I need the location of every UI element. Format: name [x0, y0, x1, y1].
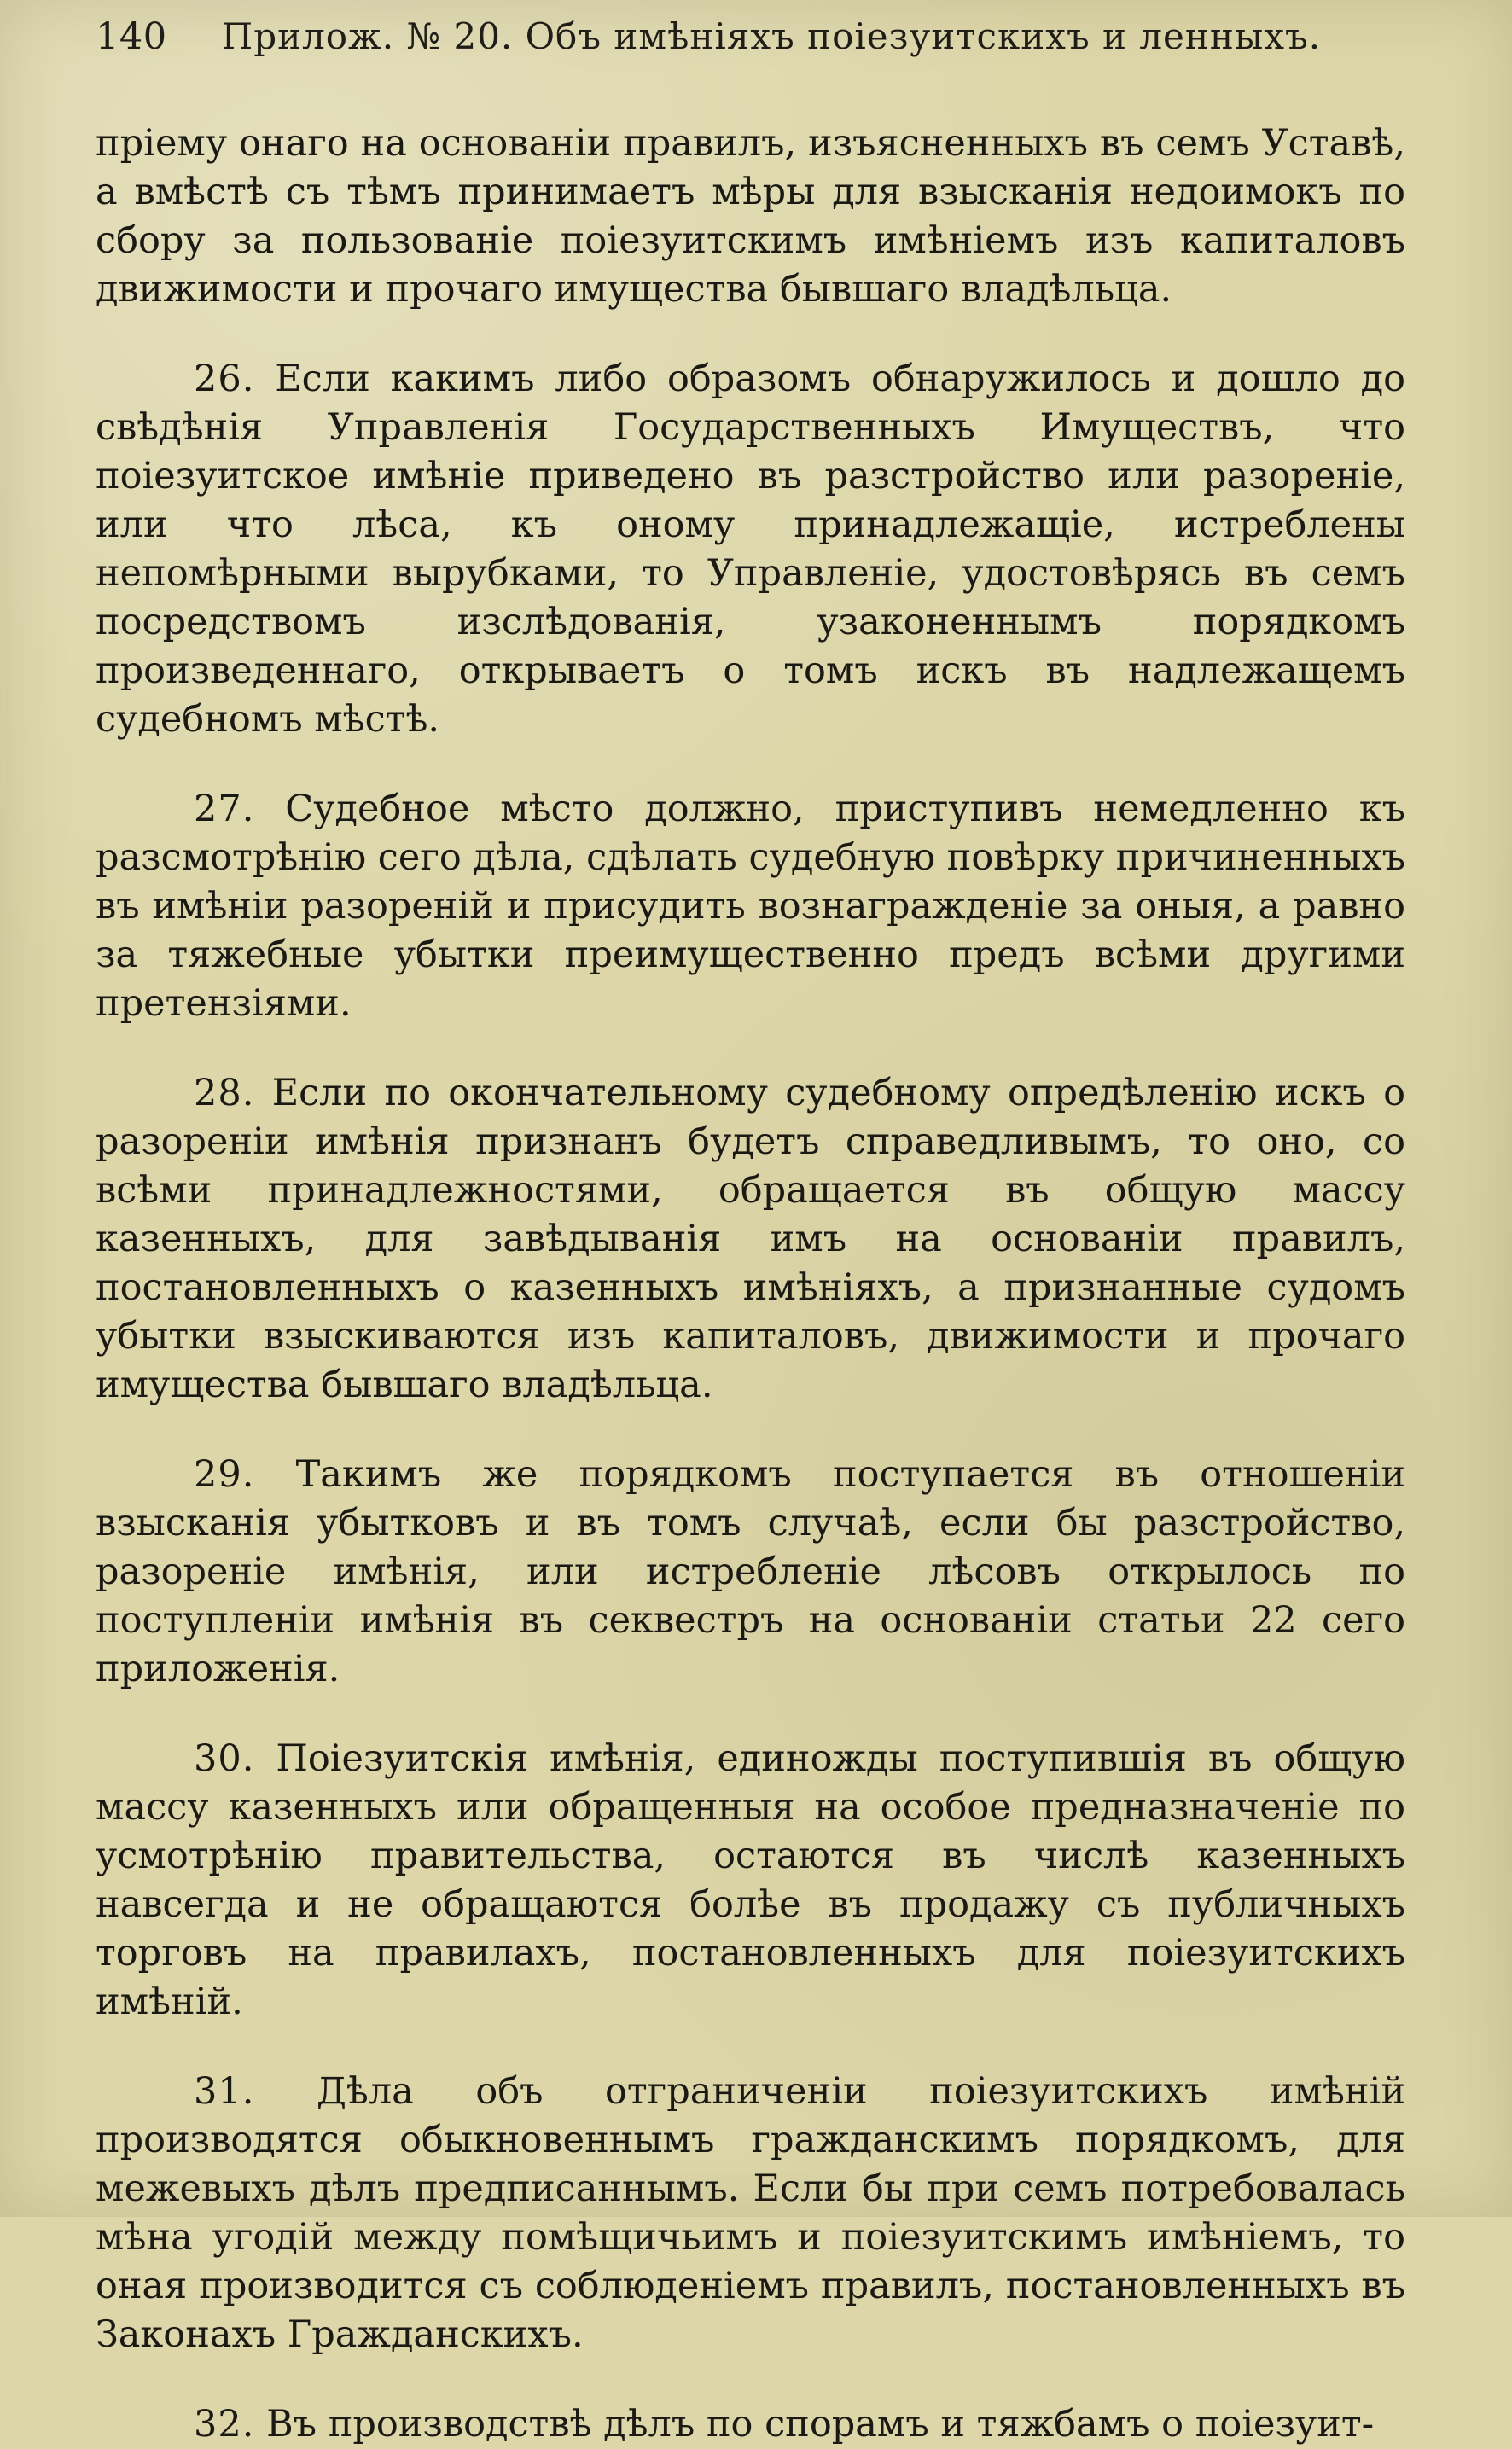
section-number: 26.	[194, 358, 255, 400]
page-header	[96, 15, 1405, 85]
section-28	[96, 1069, 1405, 1410]
section-number: 30.	[194, 1737, 255, 1780]
paragraph-text: Поiезуитскiя имѣнiя, единожды поступившiя въ общую массу казенныхъ или обращенныя на особое предназначенiе по усмотрѣнiю правительства, остаются въ числѣ казенныхъ навсегда и не обращаются болѣе въ продажу съ публичныхъ торговъ на правилахъ, постановленныхъ для поiезуитскихъ имѣнiй.	[96, 1737, 1405, 2023]
section-26	[96, 355, 1405, 744]
paragraph-continuation	[96, 119, 1405, 314]
paragraph-text: Если какимъ либо образомъ обнаружилось и дошло до свѣдѣнiя Управленiя Государственныхъ Имуществъ, что поiезуитское имѣнiе приведено въ разстройство или разоренiе, или что лѣса, къ оному принадлежащiе, истреблены непомѣрными вырубками, то Управленiе, удостовѣрясь въ семъ посредствомъ изслѣдованiя, узаконеннымъ порядкомъ произведеннаго, открываетъ о томъ искъ въ надлежащемъ судебномъ мѣстѣ.	[96, 358, 1405, 741]
section-number: 27.	[194, 788, 255, 830]
page-body	[96, 119, 1405, 2449]
section-number: 31.	[194, 2070, 255, 2113]
paragraph-text: Дѣла объ отграниченiи поiезуитскихъ имѣнiй производятся обыкновеннымъ гражданскимъ порядкомъ, для межевыхъ дѣлъ предписаннымъ. Если бы при семъ потребовалась мѣна угодiй между помѣщичьимъ и поiезуитскимъ имѣнiемъ, то оная производится съ соблюденiемъ правилъ, постановленныхъ въ Законахъ Гражданскихъ.	[96, 2070, 1405, 2356]
paragraph-text: Въ производствѣ дѣлъ по спорамъ и тяжбамъ о поiезуит-	[266, 2403, 1375, 2446]
paragraph-text: Такимъ же порядкомъ поступается въ отношенiи взысканiя убытковъ и въ томъ случаѣ, если бы разстройство, разоренiе имѣнiя, или истребленiе лѣсовъ открылось по поступленiи имѣнiя въ секвестръ на основанiи статьи 22 сего приложенiя.	[96, 1453, 1406, 1690]
paragraph-text: Судебное мѣсто должно, приступивъ немедленно къ разсмотрѣнiю сего дѣла, сдѣлать судебную повѣрку причиненныхъ въ имѣнiи разоренiй и присудить вознагражденiе за оныя, а равно за тяжебные убытки преимущественно предъ всѣми другими претензiями.	[96, 788, 1405, 1025]
running-title: Прилож. № 20. Объ имѣніяхъ поiезуитскихъ и ленныхъ.	[221, 15, 1322, 57]
paragraph-text: Если по окончательному судебному опредѣленiю искъ о разоренiи имѣнiя признанъ будетъ справедливымъ, то оно, со всѣми принадлежностями, обращается въ общую массу казенныхъ, для завѣдыванiя имъ на основанiи правилъ, постановленныхъ о казенныхъ имѣнiяхъ, а признанные судомъ убытки взыскиваются изъ капиталовъ, движимости и прочаго имущества бывшаго владѣльца.	[96, 1072, 1406, 1406]
section-27	[96, 785, 1405, 1028]
section-number: 28.	[194, 1072, 255, 1114]
section-31	[96, 2068, 1405, 2359]
section-29	[96, 1451, 1405, 1694]
paragraph-text: прiему онаго на основанiи правилъ, изъясненныхъ въ семъ Уставѣ, а вмѣстѣ съ тѣмъ принимаетъ мѣры для взысканiя недоимокъ по сбору за пользованiе поiезуитскимъ имѣнiемъ изъ капиталовъ движимости и прочаго имущества бывшаго владѣльца.	[96, 122, 1405, 311]
section-number: 32.	[194, 2403, 255, 2446]
section-30	[96, 1735, 1405, 2027]
section-32	[96, 2400, 1405, 2449]
section-number: 29.	[194, 1453, 255, 1496]
page-number: 140	[96, 15, 167, 58]
